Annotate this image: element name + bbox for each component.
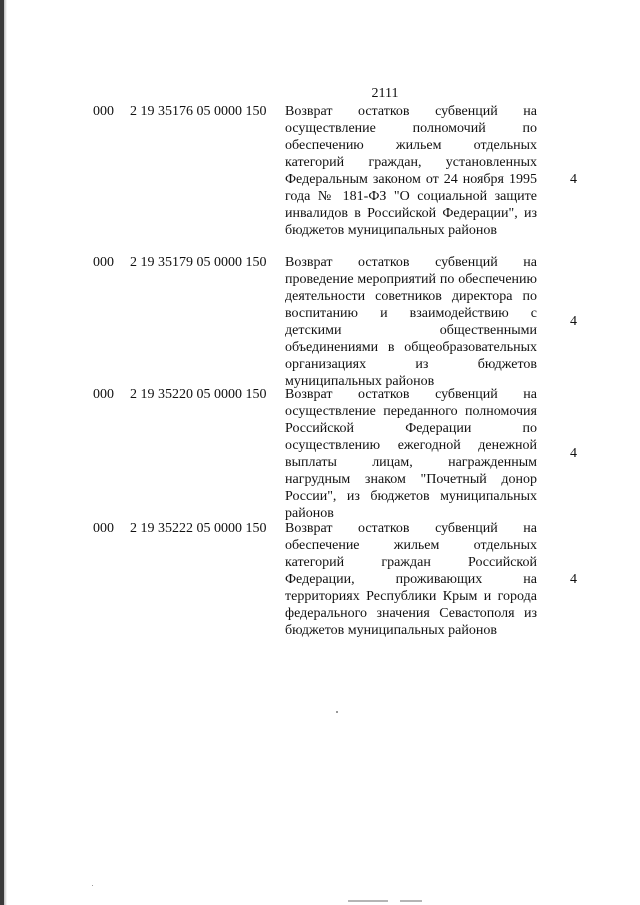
scan-noise bbox=[400, 900, 422, 902]
kbk-code: 2 19 35176 05 0000 150 bbox=[130, 104, 267, 119]
scan-noise bbox=[348, 900, 388, 902]
scan-speck bbox=[336, 711, 338, 713]
table-row bbox=[0, 386, 640, 519]
row-description: Возврат остатков субвенций на проведение мероприятий по обеспечению деятельности советников директора по воспитанию и взаимодействию с детскими общественными объединениями в общеобразовательных организациях из бюджетов муниципальных районов bbox=[285, 255, 537, 389]
table-row bbox=[0, 254, 640, 387]
admin-code: 000 bbox=[93, 104, 114, 119]
admin-code: 000 bbox=[93, 255, 114, 270]
table-row bbox=[0, 103, 640, 253]
row-amount: 4 bbox=[570, 172, 577, 187]
row-description: Возврат остатков субвенций на осуществление переданного полномочия Российской Федерации по осуществлению ежегодной денежной выплаты лицам, награжденным нагрудным знаком "Почетный донор России", из бюджетов муниципальных районов bbox=[285, 387, 537, 521]
row-description: Возврат остатков субвенций на обеспечение жильем отдельных категорий граждан Российской Федерации, проживающих на территориях Республики Крым и города федерального значения Севастополя из бюджетов муниципальных районов bbox=[285, 521, 537, 638]
admin-code: 000 bbox=[93, 521, 114, 536]
page-number: 2111 bbox=[371, 86, 399, 101]
kbk-code: 2 19 35179 05 0000 150 bbox=[130, 255, 267, 270]
scan-speck bbox=[92, 885, 93, 886]
admin-code: 000 bbox=[93, 387, 114, 402]
row-amount: 4 bbox=[570, 314, 577, 329]
kbk-code: 2 19 35220 05 0000 150 bbox=[130, 387, 267, 402]
table-row bbox=[0, 520, 640, 640]
row-amount: 4 bbox=[570, 446, 577, 461]
row-description: Возврат остатков субвенций на осуществление полномочий по обеспечению жильем отдельных категорий граждан, установленных Федеральным законом от 24 ноября 1995 года № 181-ФЗ "О социальной защите инвалидов в Российской Федерации", из бюджетов муниципальных районов bbox=[285, 104, 537, 238]
row-amount: 4 bbox=[570, 572, 577, 587]
kbk-code: 2 19 35222 05 0000 150 bbox=[130, 521, 267, 536]
